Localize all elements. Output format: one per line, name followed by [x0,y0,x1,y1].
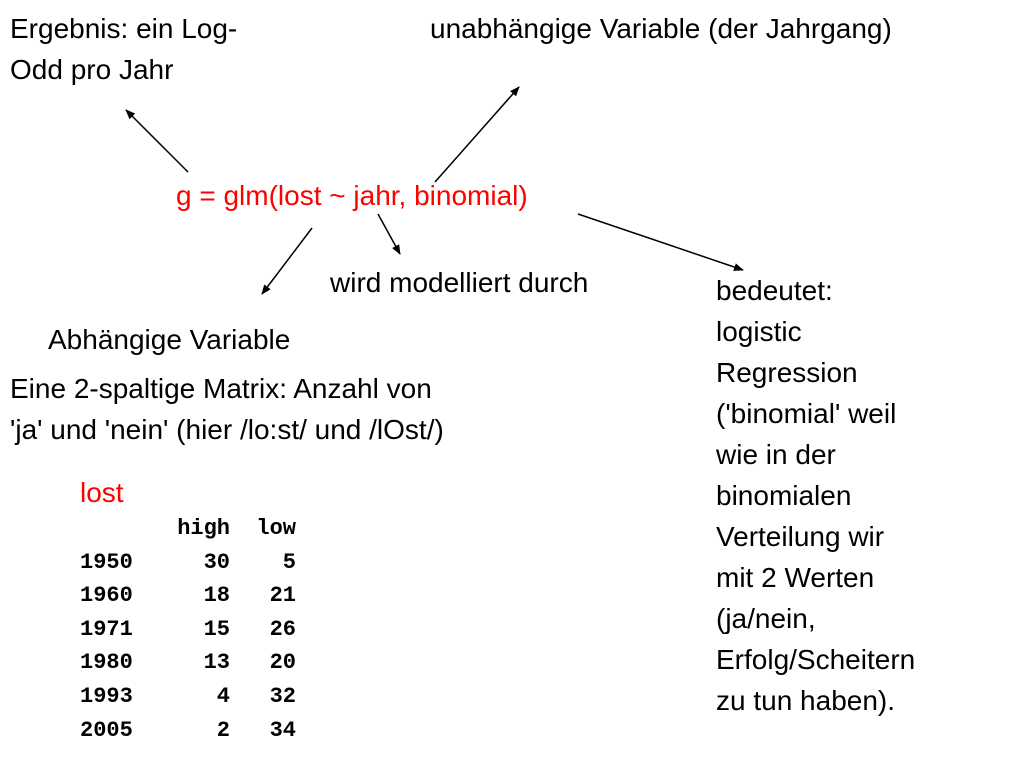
table-row [80,546,296,580]
modeled-by-annotation: wird modelliert durch [330,267,589,298]
table-cell-year: 1993 [80,683,133,709]
table-row [80,680,296,714]
dependent-variable-annotation: Abhängige Variable [48,324,291,355]
matrix-description-line: Eine 2-spaltige Matrix: Anzahl von [10,373,432,404]
arrow-to-modeled-by [378,214,400,254]
arrow-to-independent [435,87,519,182]
binomial-note [716,270,915,721]
lost-table [80,512,296,747]
table-row [80,646,296,680]
arrow-to-binomial-note [578,214,743,270]
table-cell-low: 34 [269,717,296,743]
binomial-note-line: wie in der [716,439,836,470]
table-cell-year: 2005 [80,717,133,743]
binomial-note-line: binomialen [716,480,852,511]
arrow-to-dependent [262,228,312,294]
table-cell-year: 1971 [80,616,133,642]
binomial-note-line: Erfolg/Scheitern [716,644,916,675]
binomial-note-line: zu tun haben). [716,685,896,716]
table-cell-high: 18 [203,583,230,609]
binomial-note-line: mit 2 Werten [716,562,875,593]
table-cell-year: 1950 [80,549,133,575]
table-header-row [80,512,296,546]
table-corner-cell [80,512,160,546]
result-annotation [10,8,237,90]
table-cell-high: 13 [203,650,230,676]
table-cell-low: 5 [282,549,296,575]
result-line: Odd pro Jahr [10,54,174,85]
independent-variable-annotation: unabhängige Variable (der Jahrgang) [430,13,892,44]
formula: g = glm(lost ~ jahr, binomial) [176,180,528,211]
table-cell-low: 26 [269,616,296,642]
matrix-description [10,368,444,450]
table-header-high: high [177,516,230,541]
binomial-note-line: (ja/nein, [716,603,816,634]
table-cell-high: 30 [203,549,230,575]
arrow-to-result [126,110,188,172]
table-cell-low: 32 [269,683,296,709]
table-row [80,579,296,613]
table-row [80,714,296,748]
table-row [80,613,296,647]
binomial-note-line: Verteilung wir [716,521,885,552]
binomial-note-line: logistic [716,316,802,347]
table-cell-high: 2 [216,717,230,743]
matrix-description-line: 'ja' und 'nein' (hier /lo:st/ und /lOst/) [10,414,444,445]
binomial-note-line: Regression [716,357,858,388]
result-line: Ergebnis: ein Log- [10,13,238,44]
binomial-note-line: bedeutet: [716,275,833,306]
table-cell-year: 1980 [80,650,133,676]
table-cell-year: 1960 [80,583,133,609]
table-cell-low: 21 [269,583,296,609]
table-cell-high: 15 [203,616,230,642]
table-cell-low: 20 [269,650,296,676]
table-cell-high: 4 [216,683,230,709]
table-header-low: low [256,516,296,541]
table-name: lost [80,477,124,508]
binomial-note-line: ('binomial' weil [716,398,897,429]
